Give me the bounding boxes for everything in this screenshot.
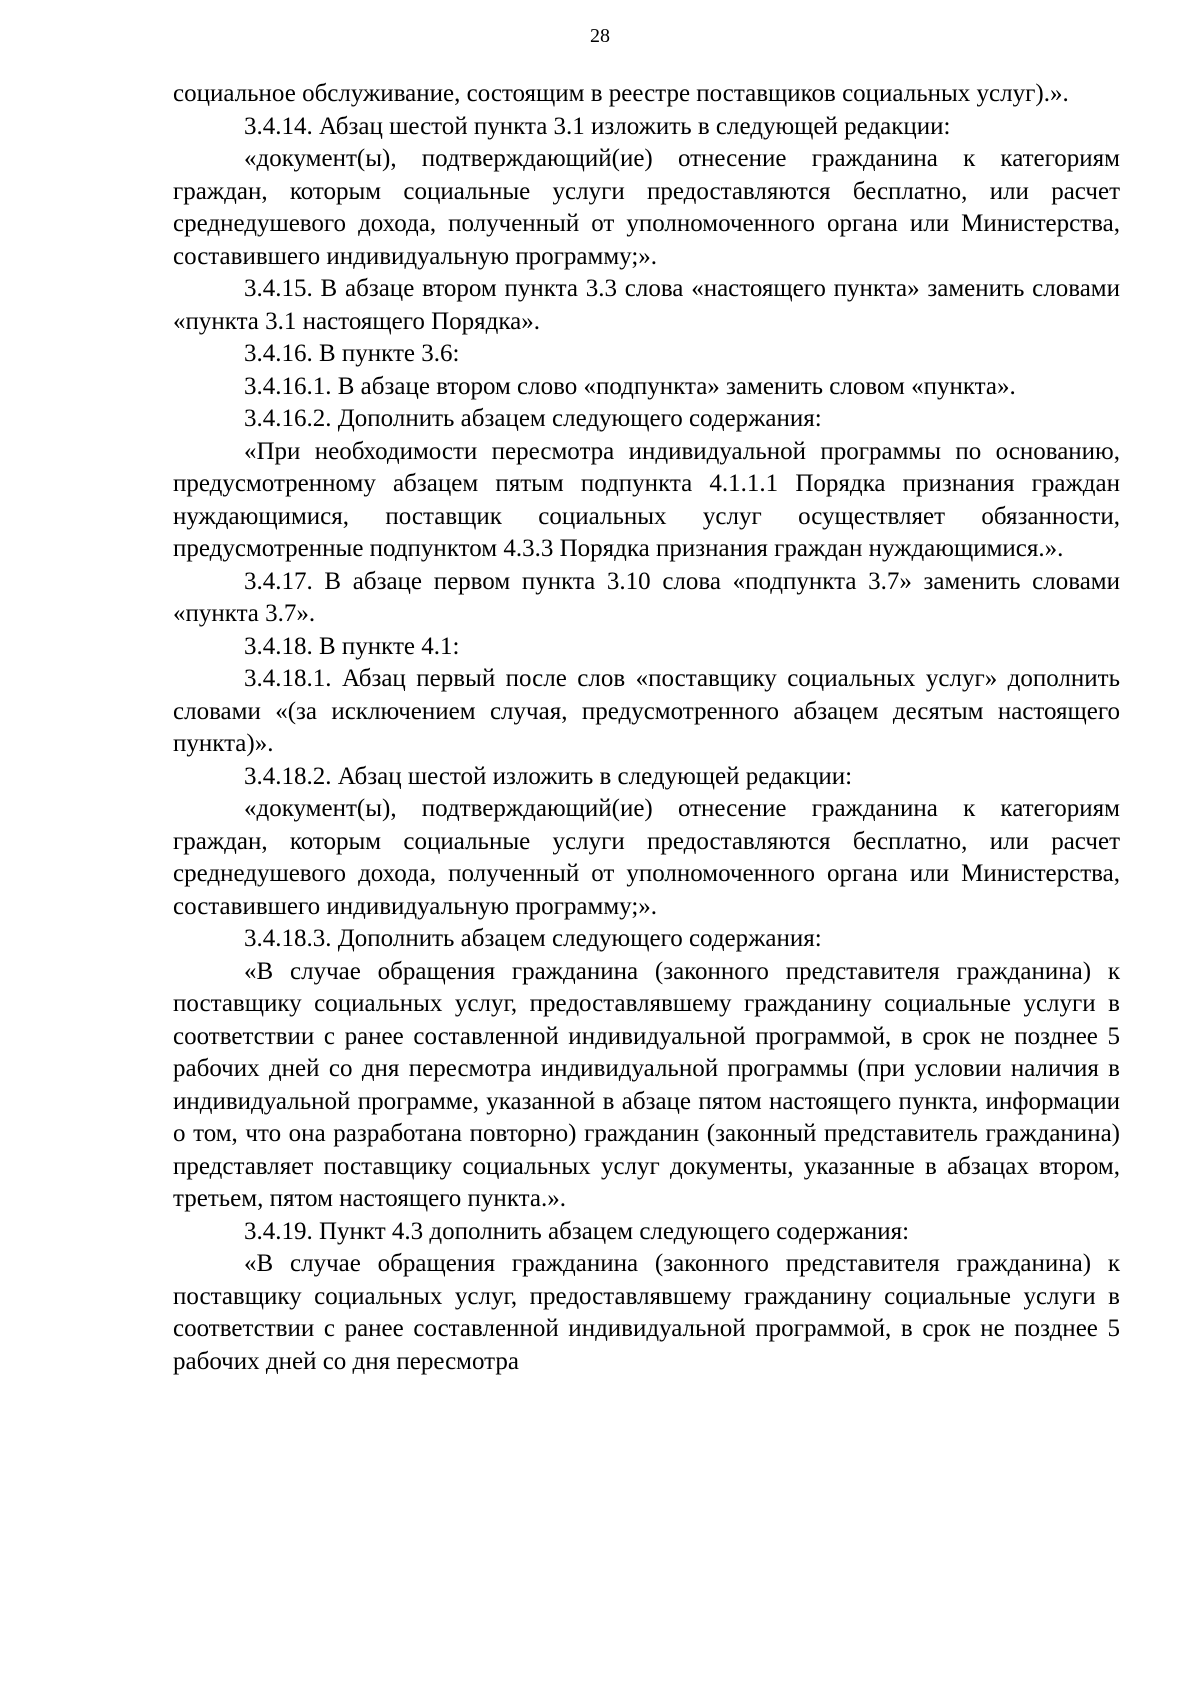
paragraph-3-4-16-1: 3.4.16.1. В абзаце втором слово «подпункта» заменить словом «пункта».: [244, 372, 1016, 400]
paragraph-3-4-16: 3.4.16. В пункте 3.6:: [244, 340, 460, 367]
page-number: 28: [590, 25, 610, 47]
paragraph-quote-revision: «При необходимости пересмотра индивидуальной программы по основанию, предусмотренному абзацем пятым подпункта 4.1.1.1 Порядка признания граждан нуждающимися, поставщик социальных услуг осуществляет обязанности, предусмотренные подпунктом 4.3.3 Порядка признания граждан нуждающимися.».: [173, 437, 1120, 562]
paragraph-quote-appeal: «В случае обращения гражданина (законного представителя гражданина) к поставщику социальных услуг, предоставлявшему гражданину социальные услуги в соответствии с ранее составленной индивидуальной программой, в срок не позднее 5 рабочих дней со дня пересмотра индивидуальной программы (при условии наличия в индивидуальной программе, указанной в абзаце пятом настоящего пункта, информации о том, что она разработана повторно) гражданин (законный представитель гражданина) представляет поставщику социальных услуг документы, указанные в абзацах втором, третьем, пятом настоящего пункта.».: [173, 957, 1120, 1212]
paragraph-3-4-16-2: 3.4.16.2. Дополнить абзацем следующего содержания:: [244, 405, 822, 432]
paragraph-3-4-19: 3.4.19. Пункт 4.3 дополнить абзацем следующего содержания:: [244, 1217, 910, 1245]
document-body: [173, 78, 1120, 1378]
paragraph-quote-document-2: «документ(ы), подтверждающий(ие) отнесение гражданина к категориям граждан, которым социальные услуги предоставляются бесплатно, или расчет среднедушевого дохода, полученный от уполномоченного органа или Министерства, составившего индивидуальную программу;».: [173, 795, 1120, 920]
paragraph-3-4-18-2: 3.4.18.2. Абзац шестой изложить в следующей редакции:: [244, 762, 853, 790]
paragraph-3-4-18-1: 3.4.18.1. Абзац первый после слов «поставщику социальных услуг» дополнить словами «(за исключением случая, предусмотренного абзацем десятым настоящего пункта)».: [173, 665, 1120, 757]
paragraph-3-4-18: 3.4.18. В пункте 4.1:: [244, 632, 460, 660]
paragraph-continuation: социальное обслуживание, состоящим в реестре поставщиков социальных услуг).».: [173, 80, 1069, 107]
paragraph-3-4-17: 3.4.17. В абзаце первом пункта 3.10 слова «подпункта 3.7» заменить словами «пункта 3.7».: [173, 567, 1120, 627]
paragraph-quote-appeal-2: «В случае обращения гражданина (законного представителя гражданина) к поставщику социальных услуг, предоставлявшему гражданину социальные услуги в соответствии с ранее составленной индивидуальной программой, в срок не позднее 5 рабочих дней со дня пересмотра: [173, 1250, 1120, 1375]
paragraph-3-4-14: 3.4.14. Абзац шестой пункта 3.1 изложить в следующей редакции:: [244, 112, 951, 140]
paragraph-3-4-18-3: 3.4.18.3. Дополнить абзацем следующего содержания:: [244, 925, 822, 952]
paragraph-3-4-15: 3.4.15. В абзаце втором пункта 3.3 слова «настоящего пункта» заменить словами «пункта 3.1 настоящего Порядка».: [173, 275, 1120, 335]
paragraph-quote-document: «документ(ы), подтверждающий(ие) отнесение гражданина к категориям граждан, которым социальные услуги предоставляются бесплатно, или расчет среднедушевого дохода, полученный от уполномоченного органа или Министерства, составившего индивидуальную программу;».: [173, 145, 1120, 270]
